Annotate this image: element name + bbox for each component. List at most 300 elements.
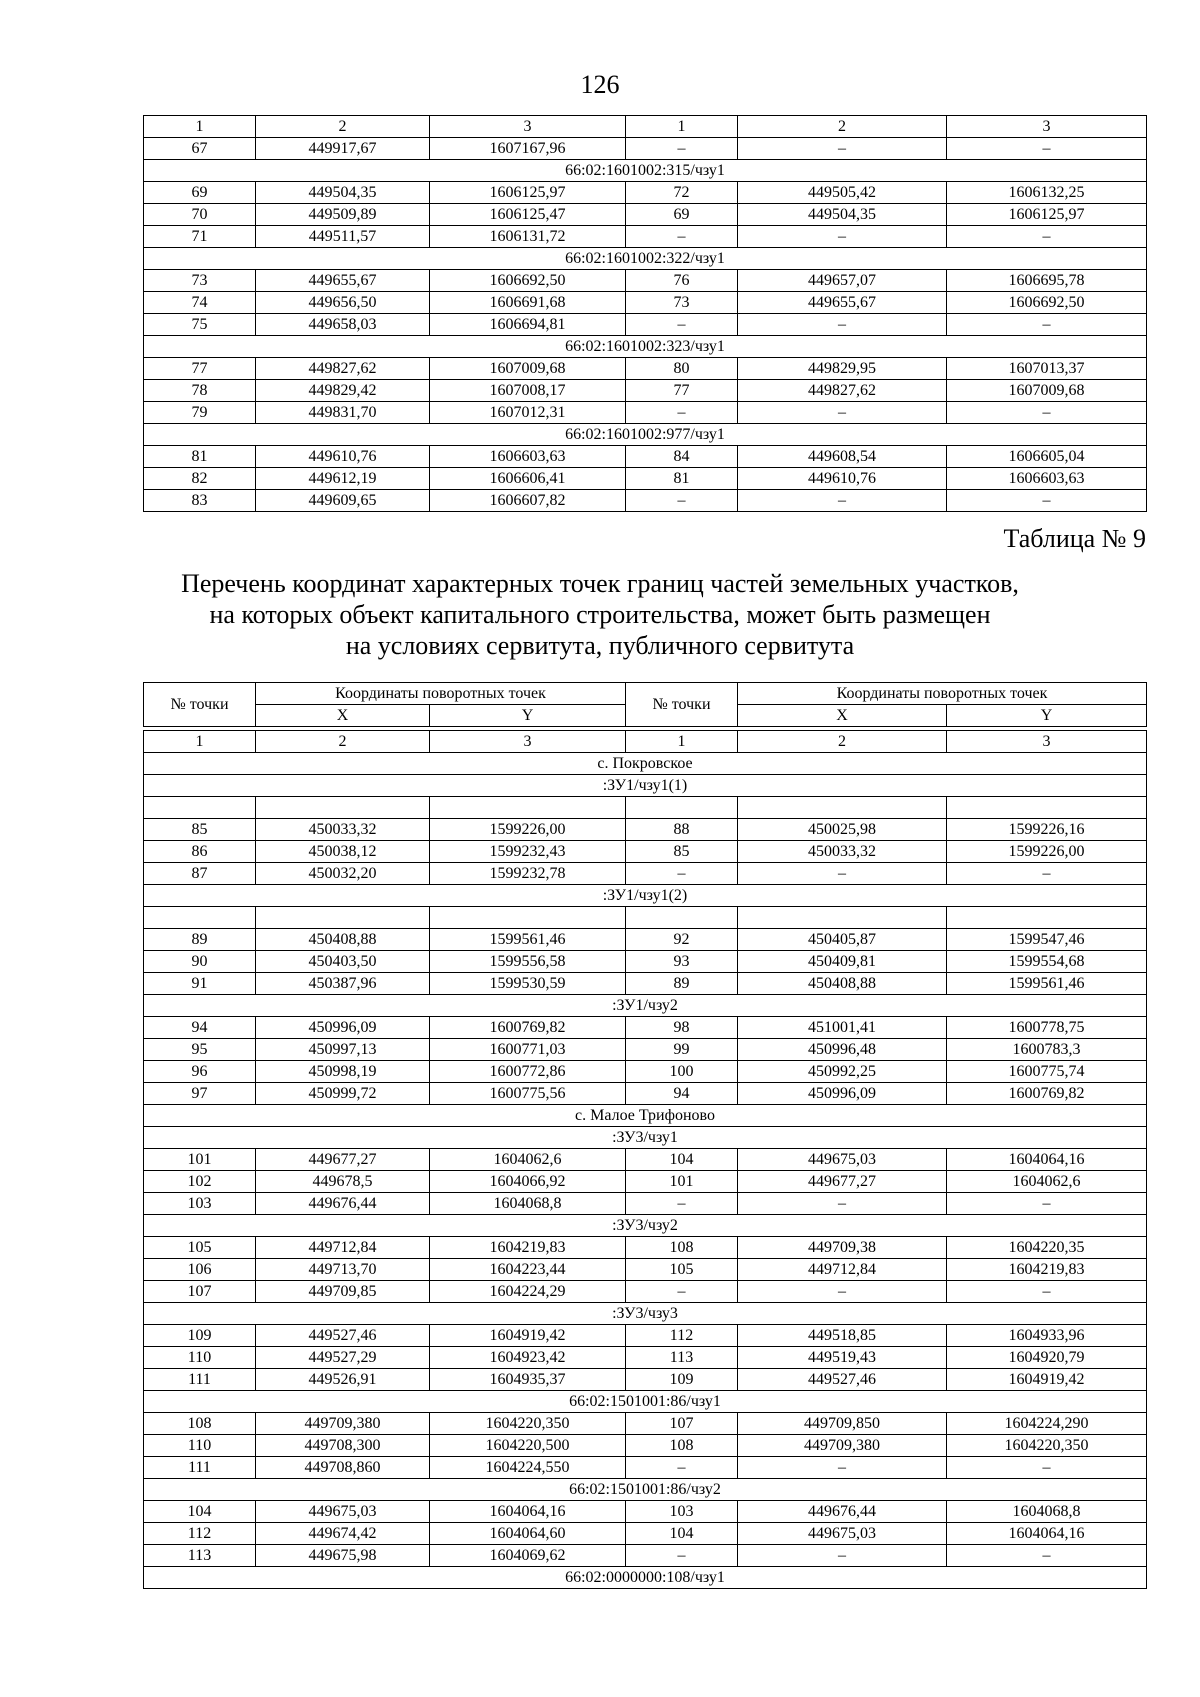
table-cell: 450387,96 <box>256 973 430 995</box>
table-cell: 1604220,350 <box>947 1435 1147 1457</box>
table-cell <box>947 797 1147 819</box>
table-cell: 1606692,50 <box>947 292 1147 314</box>
table-cell: 1606692,50 <box>430 270 626 292</box>
header-cell: 2 <box>738 731 947 753</box>
coordinates-table <box>143 682 1147 1589</box>
section-row <box>144 1303 1147 1325</box>
table-cell: 98 <box>626 1017 738 1039</box>
table-cell: 1606605,04 <box>947 446 1147 468</box>
table-cell: 81 <box>626 468 738 490</box>
table-row <box>144 1237 1147 1259</box>
table-cell: 450025,98 <box>738 819 947 841</box>
table-cell: 73 <box>144 270 256 292</box>
section-title: 66:02:1601002:322/чзу1 <box>144 248 1147 270</box>
table-cell: 449655,67 <box>256 270 430 292</box>
table-cell: 450033,32 <box>738 841 947 863</box>
table-row <box>144 1149 1147 1171</box>
table-cell: 449678,5 <box>256 1171 430 1193</box>
table-cell: – <box>626 1193 738 1215</box>
table-cell: 1604219,83 <box>947 1259 1147 1281</box>
table-cell: 449656,50 <box>256 292 430 314</box>
section-row <box>144 336 1147 358</box>
title-line: на условиях сервитута, публичного сервитута <box>345 631 855 660</box>
section-row <box>144 995 1147 1017</box>
section-title: :ЗУ1/чзу2 <box>144 995 1147 1017</box>
table-cell: 1606125,47 <box>430 204 626 226</box>
table-cell: 79 <box>144 402 256 424</box>
table-row <box>144 1501 1147 1523</box>
table-row <box>144 1457 1147 1479</box>
table-cell: 100 <box>626 1061 738 1083</box>
section-row <box>144 1105 1147 1127</box>
section-row <box>144 160 1147 182</box>
table-cell: 449609,65 <box>256 490 430 512</box>
section-row <box>144 775 1147 797</box>
table-cell: – <box>738 490 947 512</box>
table-cell: – <box>626 314 738 336</box>
table-row <box>144 490 1147 512</box>
table-cell: 1604224,550 <box>430 1457 626 1479</box>
table-cell: 451001,41 <box>738 1017 947 1039</box>
section-title: :ЗУ3/чзу1 <box>144 1127 1147 1149</box>
table-cell: – <box>626 226 738 248</box>
table-cell <box>144 797 256 819</box>
table-cell: 449829,95 <box>738 358 947 380</box>
table-cell: 85 <box>626 841 738 863</box>
table-cell <box>626 907 738 929</box>
header-y: Y <box>430 705 626 727</box>
table-cell: 78 <box>144 380 256 402</box>
table-cell: 449675,98 <box>256 1545 430 1567</box>
table-cell: 449709,85 <box>256 1281 430 1303</box>
section-title: 66:02:1601002:323/чзу1 <box>144 336 1147 358</box>
table-cell: 450998,19 <box>256 1061 430 1083</box>
table-cell: 110 <box>144 1435 256 1457</box>
table-cell: 449827,62 <box>738 380 947 402</box>
table-cell: 1607167,96 <box>430 138 626 160</box>
table-cell: 450408,88 <box>256 929 430 951</box>
table-cell: 1599561,46 <box>947 973 1147 995</box>
section-row <box>144 753 1147 775</box>
table-cell: 449709,380 <box>256 1413 430 1435</box>
table-cell: 1604935,37 <box>430 1369 626 1391</box>
table-row <box>144 951 1147 973</box>
section-title: :ЗУ1/чзу1(1) <box>144 775 1147 797</box>
page-number: 126 <box>580 70 620 99</box>
table-row <box>144 841 1147 863</box>
table-cell: 1604220,35 <box>947 1237 1147 1259</box>
table-label: Таблица № 9 <box>1003 524 1146 553</box>
table-cell: 88 <box>626 819 738 841</box>
table-row <box>144 907 1147 929</box>
table-cell: 1599556,58 <box>430 951 626 973</box>
table-cell: 1599530,59 <box>430 973 626 995</box>
table-cell: 67 <box>144 138 256 160</box>
table-cell: 450403,50 <box>256 951 430 973</box>
table-cell: 1606125,97 <box>947 204 1147 226</box>
table-cell: 449713,70 <box>256 1259 430 1281</box>
table-cell: 450408,88 <box>738 973 947 995</box>
table-cell: 1599232,43 <box>430 841 626 863</box>
table-cell: – <box>738 1193 947 1215</box>
table-cell: 449527,46 <box>256 1325 430 1347</box>
table-cell: 449709,38 <box>738 1237 947 1259</box>
section-row <box>144 1479 1147 1501</box>
table-cell: – <box>947 1545 1147 1567</box>
section-title: 66:02:1601002:315/чзу1 <box>144 160 1147 182</box>
table-cell: 450409,81 <box>738 951 947 973</box>
table-cell: 82 <box>144 468 256 490</box>
table-cell: 1600772,86 <box>430 1061 626 1083</box>
table-row <box>144 1413 1147 1435</box>
table-cell: – <box>947 226 1147 248</box>
section-title: :ЗУ3/чзу3 <box>144 1303 1147 1325</box>
table-row <box>144 182 1147 204</box>
table-cell: 109 <box>144 1325 256 1347</box>
table-cell: – <box>626 1545 738 1567</box>
table-row <box>144 1039 1147 1061</box>
table-row <box>144 358 1147 380</box>
table-cell: 83 <box>144 490 256 512</box>
table-cell: 103 <box>144 1193 256 1215</box>
table-cell <box>430 907 626 929</box>
table-cell: 102 <box>144 1171 256 1193</box>
table-cell: 89 <box>144 929 256 951</box>
table-cell: 109 <box>626 1369 738 1391</box>
table-cell: 69 <box>626 204 738 226</box>
table-cell: – <box>738 402 947 424</box>
table-cell <box>430 797 626 819</box>
section-row <box>144 424 1147 446</box>
table-cell: 1607013,37 <box>947 358 1147 380</box>
header-cell: 2 <box>738 116 947 138</box>
table-row <box>144 138 1147 160</box>
table-cell: 449657,07 <box>738 270 947 292</box>
table-row <box>144 1545 1147 1567</box>
table-cell: 106 <box>144 1259 256 1281</box>
table-row <box>144 1259 1147 1281</box>
coordinates-table-continued <box>143 115 1147 512</box>
table-cell: 108 <box>144 1413 256 1435</box>
table-cell: – <box>738 226 947 248</box>
table-cell: 93 <box>626 951 738 973</box>
header-cell: 3 <box>947 731 1147 753</box>
table-cell: 97 <box>144 1083 256 1105</box>
table-cell: 449831,70 <box>256 402 430 424</box>
header-row <box>144 683 1147 705</box>
table-cell: 1604066,92 <box>430 1171 626 1193</box>
table-cell: 1600783,3 <box>947 1039 1147 1061</box>
table-cell: 449708,860 <box>256 1457 430 1479</box>
table-cell: 449612,19 <box>256 468 430 490</box>
table-cell: 80 <box>626 358 738 380</box>
table-cell: 1606606,41 <box>430 468 626 490</box>
table-cell: 101 <box>144 1149 256 1171</box>
table-cell: 1604064,16 <box>430 1501 626 1523</box>
table-cell: 94 <box>144 1017 256 1039</box>
table-cell: 76 <box>626 270 738 292</box>
table-cell: 1606694,81 <box>430 314 626 336</box>
table-cell <box>738 907 947 929</box>
table-cell: 1604920,79 <box>947 1347 1147 1369</box>
table-cell: – <box>626 138 738 160</box>
table-cell: 112 <box>626 1325 738 1347</box>
table-cell: 1604919,42 <box>430 1325 626 1347</box>
header-point-no: № точки <box>144 683 256 727</box>
table-row <box>144 1083 1147 1105</box>
table-cell: 1604223,44 <box>430 1259 626 1281</box>
table-cell: 113 <box>626 1347 738 1369</box>
column-number-row <box>144 116 1147 138</box>
table-cell: 449709,380 <box>738 1435 947 1457</box>
table-cell: 450405,87 <box>738 929 947 951</box>
table-cell <box>256 907 430 929</box>
table-cell: 1607009,68 <box>430 358 626 380</box>
table-row <box>144 204 1147 226</box>
table-cell: 1600769,82 <box>947 1083 1147 1105</box>
table-cell: 108 <box>626 1435 738 1457</box>
table-row <box>144 1061 1147 1083</box>
table-cell: 104 <box>626 1149 738 1171</box>
table-cell: 1604068,8 <box>947 1501 1147 1523</box>
table-cell: 1604068,8 <box>430 1193 626 1215</box>
table-cell: 99 <box>626 1039 738 1061</box>
table-cell: 105 <box>626 1259 738 1281</box>
table-row <box>144 226 1147 248</box>
section-row <box>144 248 1147 270</box>
table-cell: 450033,32 <box>256 819 430 841</box>
table-cell: – <box>738 1545 947 1567</box>
table-cell: 85 <box>144 819 256 841</box>
table-cell: 1604220,350 <box>430 1413 626 1435</box>
column-number-row <box>144 731 1147 753</box>
header-cell: 3 <box>430 116 626 138</box>
table-cell: 103 <box>626 1501 738 1523</box>
table-cell: 1604069,62 <box>430 1545 626 1567</box>
table-row <box>144 819 1147 841</box>
section-title: 66:02:1501001:86/чзу2 <box>144 1479 1147 1501</box>
table-cell: 1599554,68 <box>947 951 1147 973</box>
table-cell: 449677,27 <box>256 1149 430 1171</box>
table-cell: 1604224,29 <box>430 1281 626 1303</box>
section-title: :ЗУ1/чзу1(2) <box>144 885 1147 907</box>
table-cell: 450996,09 <box>738 1083 947 1105</box>
table-cell: – <box>738 863 947 885</box>
table-cell: 111 <box>144 1369 256 1391</box>
table-cell: – <box>626 1281 738 1303</box>
table-cell: – <box>947 863 1147 885</box>
table-cell: 1599226,00 <box>947 841 1147 863</box>
table-cell: 1604219,83 <box>430 1237 626 1259</box>
table-cell: 1600775,74 <box>947 1061 1147 1083</box>
table-cell: – <box>947 402 1147 424</box>
table-cell: 86 <box>144 841 256 863</box>
table-cell: 1599561,46 <box>430 929 626 951</box>
table-cell: 1604220,500 <box>430 1435 626 1457</box>
table-cell: 1600775,56 <box>430 1083 626 1105</box>
table-row <box>144 973 1147 995</box>
table-cell: 450038,12 <box>256 841 430 863</box>
section-title: 66:02:0000000:108/чзу1 <box>144 1567 1147 1589</box>
table-cell: 449827,62 <box>256 358 430 380</box>
table-cell: 1606607,82 <box>430 490 626 512</box>
table-cell: 450996,48 <box>738 1039 947 1061</box>
header-point-no: № точки <box>626 683 738 727</box>
table-cell: 450996,09 <box>256 1017 430 1039</box>
table-cell: 1599226,00 <box>430 819 626 841</box>
table-cell: – <box>626 402 738 424</box>
table-cell: 75 <box>144 314 256 336</box>
table-cell: – <box>626 490 738 512</box>
table-cell: 1604919,42 <box>947 1369 1147 1391</box>
table-cell: 107 <box>626 1413 738 1435</box>
table-cell: – <box>738 1281 947 1303</box>
table-cell: 449655,67 <box>738 292 947 314</box>
table-cell: 449676,44 <box>256 1193 430 1215</box>
table-cell: 1604062,6 <box>947 1171 1147 1193</box>
table-cell: 1604224,290 <box>947 1413 1147 1435</box>
table-cell: 1599547,46 <box>947 929 1147 951</box>
table-cell: 449504,35 <box>738 204 947 226</box>
header-cell: 1 <box>144 116 256 138</box>
table-cell: 449504,35 <box>256 182 430 204</box>
table-cell: 1604064,16 <box>947 1523 1147 1545</box>
table-cell: 449712,84 <box>738 1259 947 1281</box>
table-cell: 89 <box>626 973 738 995</box>
table-cell: – <box>947 1457 1147 1479</box>
table-row <box>144 292 1147 314</box>
table-cell: 91 <box>144 973 256 995</box>
header-coords: Координаты поворотных точек <box>256 683 626 705</box>
table-cell: 449676,44 <box>738 1501 947 1523</box>
table-row <box>144 1523 1147 1545</box>
table-cell: 70 <box>144 204 256 226</box>
table-cell: 101 <box>626 1171 738 1193</box>
table-cell: 1606132,25 <box>947 182 1147 204</box>
table-cell: 1606603,63 <box>430 446 626 468</box>
table-cell: 1606695,78 <box>947 270 1147 292</box>
table-cell <box>738 797 947 819</box>
table-cell: 1600778,75 <box>947 1017 1147 1039</box>
table-cell: 1606691,68 <box>430 292 626 314</box>
table-row <box>144 468 1147 490</box>
header-cell: 2 <box>256 116 430 138</box>
table-cell: 449518,85 <box>738 1325 947 1347</box>
table-cell: 71 <box>144 226 256 248</box>
table-row <box>144 797 1147 819</box>
table-cell: – <box>738 1457 947 1479</box>
header-coords: Координаты поворотных точек <box>738 683 1147 705</box>
header-cell: 1 <box>626 731 738 753</box>
table-cell: 1600769,82 <box>430 1017 626 1039</box>
section-title: с. Малое Трифоново <box>144 1105 1147 1127</box>
table-cell: 1604064,60 <box>430 1523 626 1545</box>
table-cell: 74 <box>144 292 256 314</box>
table-cell: – <box>947 314 1147 336</box>
table-cell: 1606603,63 <box>947 468 1147 490</box>
table-row <box>144 1347 1147 1369</box>
table-cell: 1599226,16 <box>947 819 1147 841</box>
table-row <box>144 1171 1147 1193</box>
table-cell: 1607012,31 <box>430 402 626 424</box>
header-y: Y <box>947 705 1147 727</box>
header-cell: 1 <box>144 731 256 753</box>
table-cell: 72 <box>626 182 738 204</box>
table-cell: – <box>947 490 1147 512</box>
table-row <box>144 270 1147 292</box>
table-cell: 1604062,6 <box>430 1149 626 1171</box>
table-cell: – <box>626 1457 738 1479</box>
table-cell: 90 <box>144 951 256 973</box>
table-cell: 449519,43 <box>738 1347 947 1369</box>
table-cell: – <box>947 1281 1147 1303</box>
table-cell: 449610,76 <box>738 468 947 490</box>
table-cell: 449712,84 <box>256 1237 430 1259</box>
table-row <box>144 929 1147 951</box>
table-cell: – <box>738 138 947 160</box>
table-cell <box>256 797 430 819</box>
table-cell: 1606125,97 <box>430 182 626 204</box>
section-row <box>144 885 1147 907</box>
table-row <box>144 380 1147 402</box>
table-row <box>144 1435 1147 1457</box>
table-row <box>144 863 1147 885</box>
header-cell: 1 <box>626 116 738 138</box>
table-cell: 87 <box>144 863 256 885</box>
table-cell: 450999,72 <box>256 1083 430 1105</box>
header-cell: 2 <box>256 731 430 753</box>
table-cell: 449708,300 <box>256 1435 430 1457</box>
table-cell: 449675,03 <box>738 1523 947 1545</box>
table-cell: 450997,13 <box>256 1039 430 1061</box>
table-row <box>144 1281 1147 1303</box>
table-row <box>144 1017 1147 1039</box>
table-cell: 81 <box>144 446 256 468</box>
table-cell: 1604923,42 <box>430 1347 626 1369</box>
table-cell: 105 <box>144 1237 256 1259</box>
table-cell: 107 <box>144 1281 256 1303</box>
table-cell: 96 <box>144 1061 256 1083</box>
table-cell: 449509,89 <box>256 204 430 226</box>
table-cell: 449505,42 <box>738 182 947 204</box>
title-line: на которых объект капитального строительства, может быть размещен <box>209 600 991 629</box>
table-cell <box>626 797 738 819</box>
table-cell: – <box>738 314 947 336</box>
table-cell: 73 <box>626 292 738 314</box>
table-row <box>144 314 1147 336</box>
table-cell: 108 <box>626 1237 738 1259</box>
table-cell: 1606131,72 <box>430 226 626 248</box>
table-cell: 449527,46 <box>738 1369 947 1391</box>
table-cell <box>947 907 1147 929</box>
table-cell: 449709,850 <box>738 1413 947 1435</box>
table-cell: 449677,27 <box>738 1171 947 1193</box>
table-cell: 110 <box>144 1347 256 1369</box>
table-cell: 449658,03 <box>256 314 430 336</box>
table-cell: 449608,54 <box>738 446 947 468</box>
table-cell: 1604064,16 <box>947 1149 1147 1171</box>
table-cell: – <box>947 138 1147 160</box>
section-title: 66:02:1501001:86/чзу1 <box>144 1391 1147 1413</box>
table-cell: 450992,25 <box>738 1061 947 1083</box>
table-cell <box>144 907 256 929</box>
table-cell: – <box>626 863 738 885</box>
title-line: Перечень координат характерных точек границ частей земельных участков, <box>181 569 1019 598</box>
table-cell: 95 <box>144 1039 256 1061</box>
table-row <box>144 1193 1147 1215</box>
table-cell: 84 <box>626 446 738 468</box>
table-row <box>144 402 1147 424</box>
